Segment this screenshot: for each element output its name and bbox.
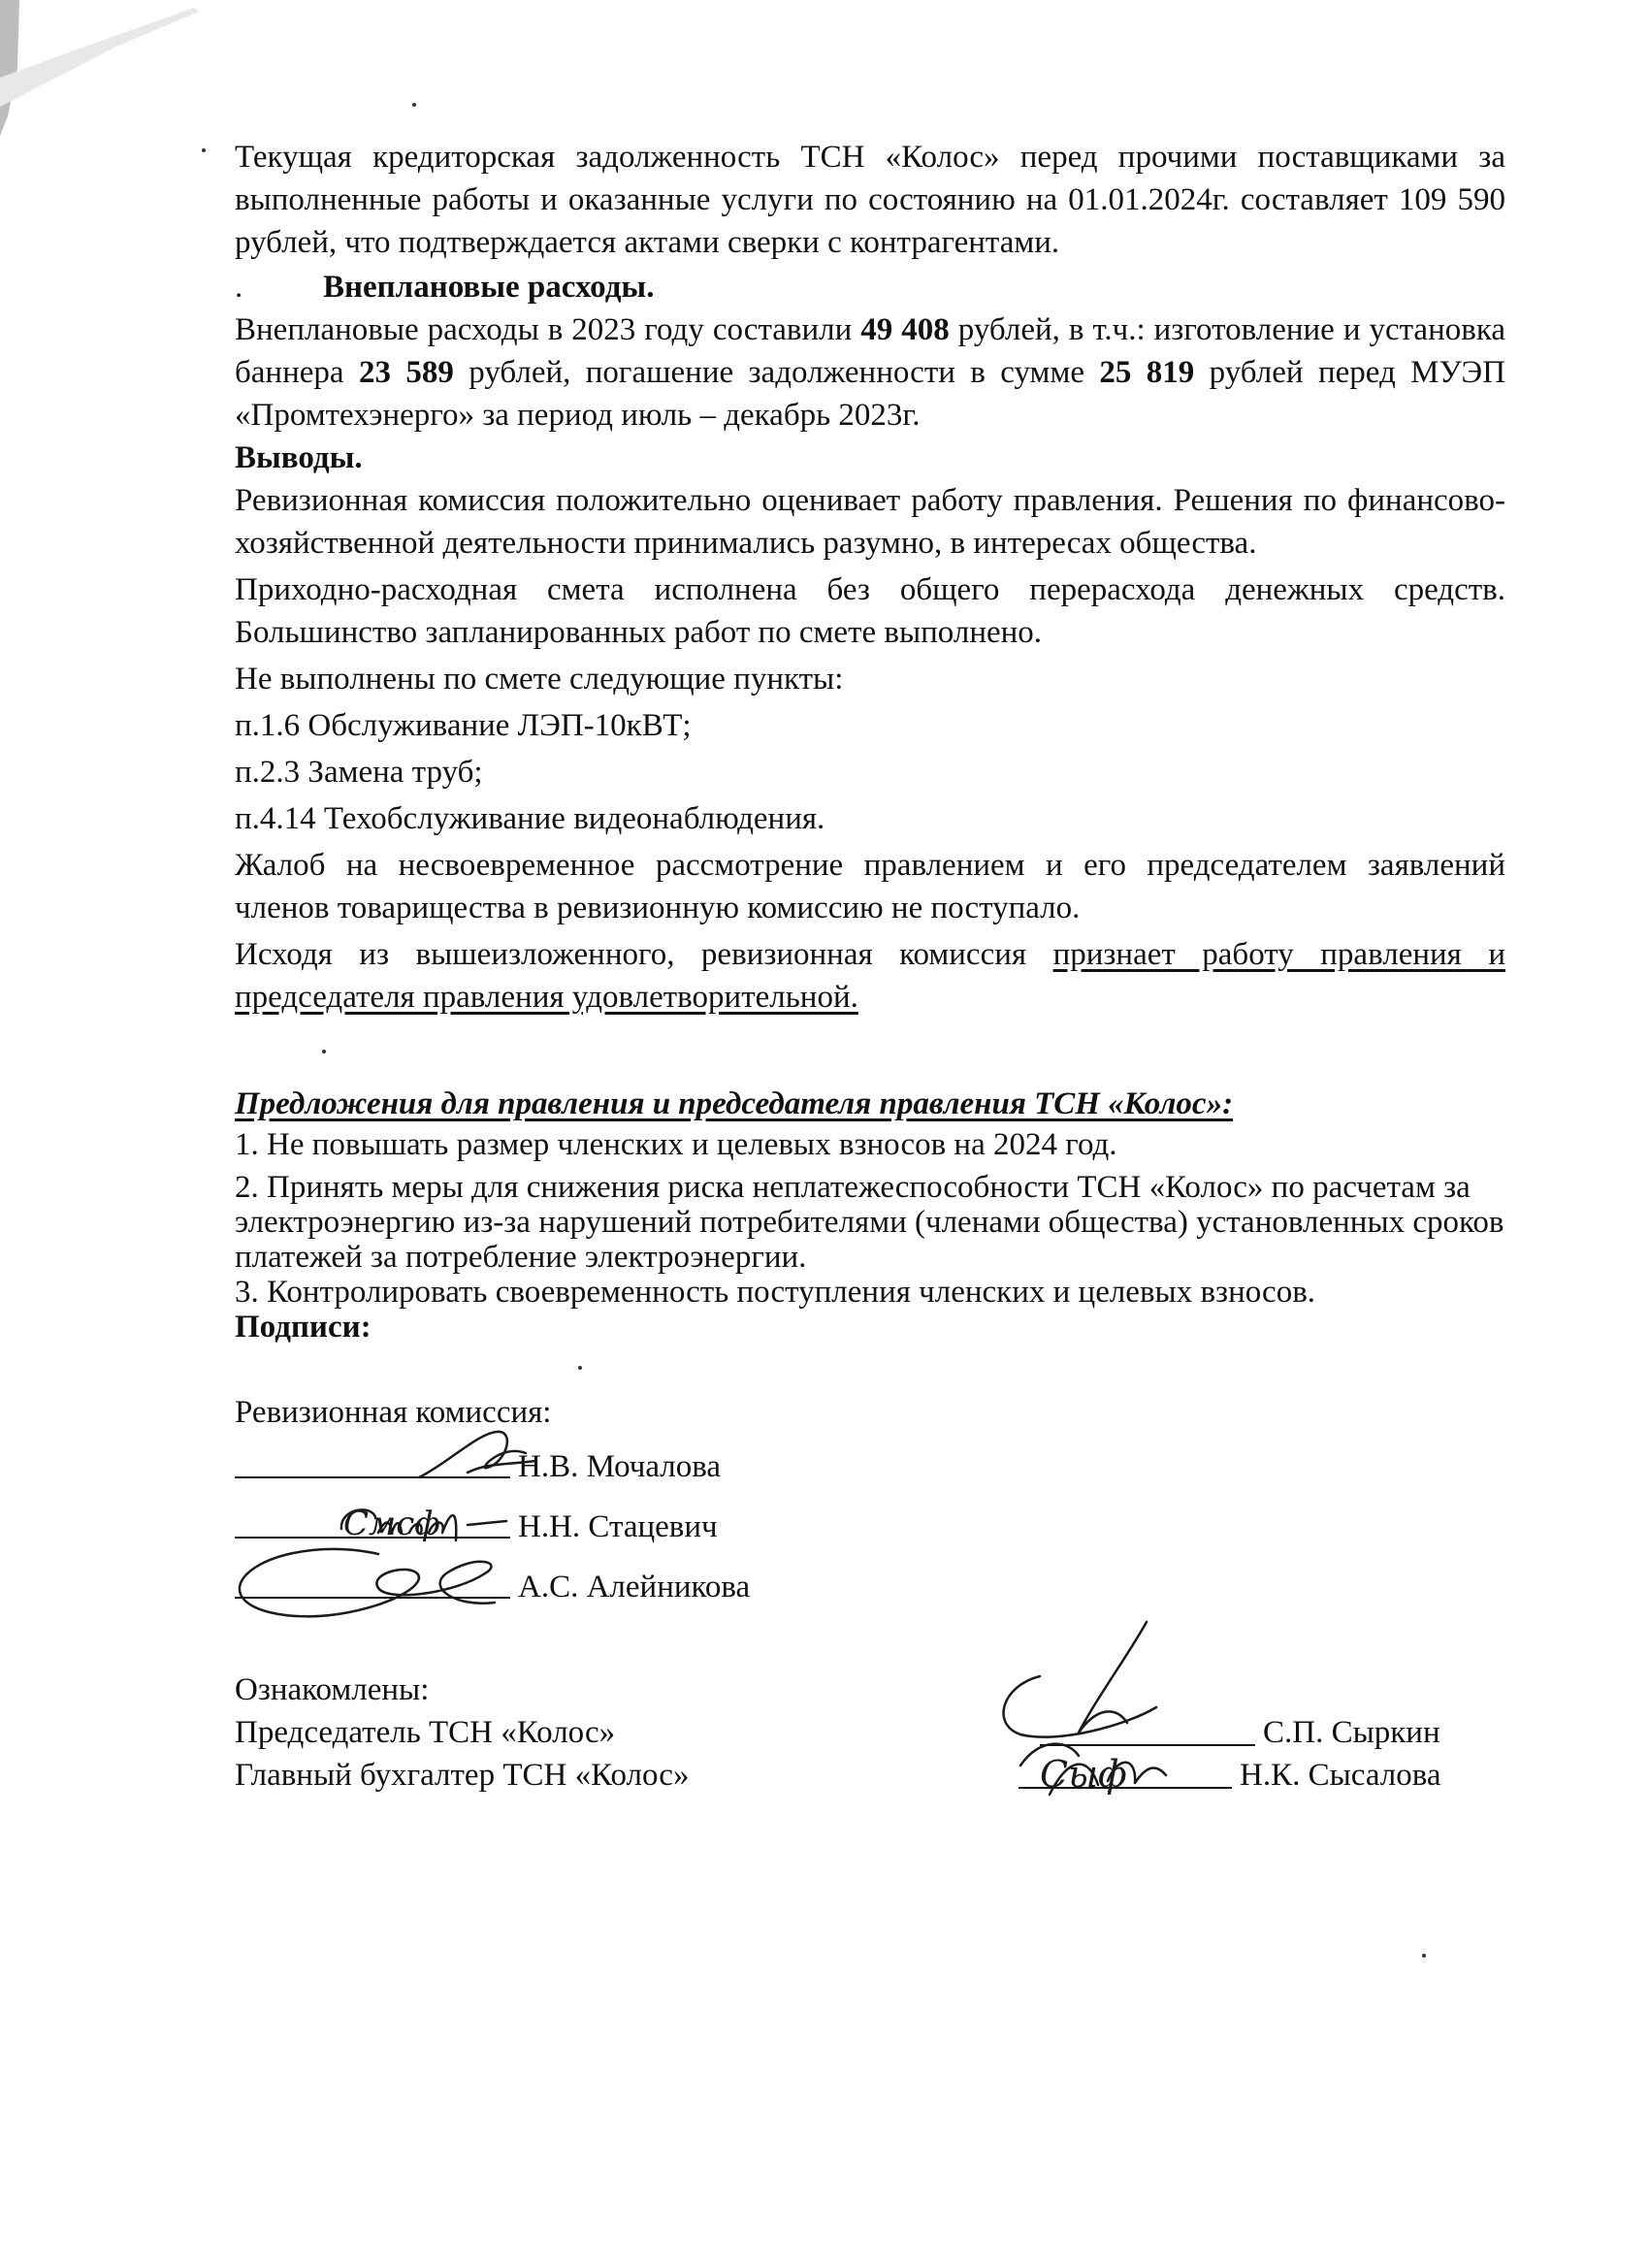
paragraph-estimate: Приходно-расходная смета исполнена без общего перерасхода денежных средств. Большинство запланированных работ по смете выполнено. <box>235 572 1505 650</box>
scan-speck <box>412 103 416 107</box>
proposal-item: 1. Не повышать размер членских и целевых взносов на 2024 год. <box>235 1127 1117 1162</box>
paragraph-verdict <box>235 933 1505 1019</box>
text-run: рублей перед МУЭП «Промтехэнерго» за период июль – декабрь 2023г. <box>235 355 1506 433</box>
text-run: Исходя из вышеизложенного, ревизионная комиссия <box>235 937 1053 972</box>
text-run: Внеплановые расходы в 2023 году составили <box>235 312 861 347</box>
paragraph-evaluation: Ревизионная комиссия положительно оценивает работу правления. Решения по финансово-хозяйственной деятельности принимались разумно, в интересах общества. <box>235 483 1505 561</box>
handwritten-signature <box>409 1424 545 1492</box>
commission-label: Ревизионная комиссия: <box>235 1395 552 1430</box>
paragraph-accounts-payable: Текущая кредиторская задолженность ТСН «Колос» перед прочими поставщиками за выполненные работы и оказанные услуги по состоянию на 01.01.2024г. составляет 109 590 рублей, что подтверждается актами сверки с контрагентами. <box>235 140 1505 260</box>
unplanned-expenses-heading <box>235 266 1505 308</box>
paragraph-unplanned-expenses <box>235 308 1505 437</box>
proposal-item: 3. Контролировать своевременность поступления членских и целевых взносов. <box>235 1275 1316 1310</box>
amount-banner: 23 589 <box>358 355 454 390</box>
signatures-heading <box>235 1310 1505 1345</box>
signature-text: Смсф <box>343 1505 440 1543</box>
heading-text: Внеплановые расходы. <box>323 270 655 305</box>
list-bullet: . <box>235 270 243 305</box>
proposals-title <box>235 1086 1505 1121</box>
verdict-underlined: признает работу правления и председателя правления удовлетворительной. <box>235 937 1505 1015</box>
scan-speck <box>202 148 206 152</box>
signature-text: Сыф <box>1040 1753 1127 1796</box>
signer-name: Н.В. Мочалова <box>518 1449 722 1484</box>
scan-shadow-edge <box>0 0 204 136</box>
official-role: Председатель ТСН «Колос» <box>235 1715 616 1750</box>
scan-speck <box>1422 1954 1426 1958</box>
official-name: Н.К. Сысалова <box>1240 1758 1441 1793</box>
title-text: Предложения для правления и председателя правления ТСН «Колос»: <box>235 1086 1234 1121</box>
acquaintance-section <box>235 1669 1505 1814</box>
official-name: С.П. Сыркин <box>1263 1715 1440 1750</box>
heading-text: Выводы. <box>235 440 363 475</box>
document-body <box>235 136 1505 1814</box>
proposals-section <box>235 1086 1505 1345</box>
list-item: п.1.6 Обслуживание ЛЭП-10кВТ; <box>235 708 692 743</box>
signer-name: А.С. Алейникова <box>518 1570 751 1604</box>
conclusions-heading <box>235 437 1505 479</box>
signer-name: Н.Н. Стацевич <box>518 1509 718 1544</box>
acquainted-label: Ознакомлены: <box>235 1672 430 1707</box>
paragraph-complaints: Жалоб на несвоевременное рассмотрение правлением и его председателем заявлений членов товарищества в ревизионную комиссию не поступало. <box>235 848 1505 925</box>
signature-row <box>235 1554 1505 1614</box>
amount-debt: 25 819 <box>1099 355 1195 390</box>
not-done-intro: Не выполнены по смете следующие пункты: <box>235 662 844 697</box>
amount-total: 49 408 <box>860 312 950 347</box>
list-item: п.4.14 Техобслуживание видеонаблюдения. <box>235 801 825 836</box>
heading-text: Подписи: <box>235 1310 372 1345</box>
text-run: рублей, погашение задолженности в сумме <box>453 355 1100 390</box>
text-run: рублей, в т.ч.: изготовление и установка баннера <box>235 312 1506 390</box>
acquaintance-roles <box>235 1669 689 1797</box>
official-role: Главный бухгалтер ТСН «Колос» <box>235 1758 690 1793</box>
handwritten-signature <box>233 1535 514 1632</box>
signatures-section <box>235 1391 1505 1614</box>
handwritten-signature <box>1011 1727 1176 1814</box>
proposal-item: 2. Принять меры для снижения риска неплатежеспособности ТСН «Колос» по расчетам за электроэнергию из-за нарушений потребителями (членами общества) установленных сроков платежей за потребление электроэнергии. <box>235 1170 1504 1275</box>
list-item: п.2.3 Замена труб; <box>235 755 483 790</box>
signature-row <box>235 1434 1505 1494</box>
